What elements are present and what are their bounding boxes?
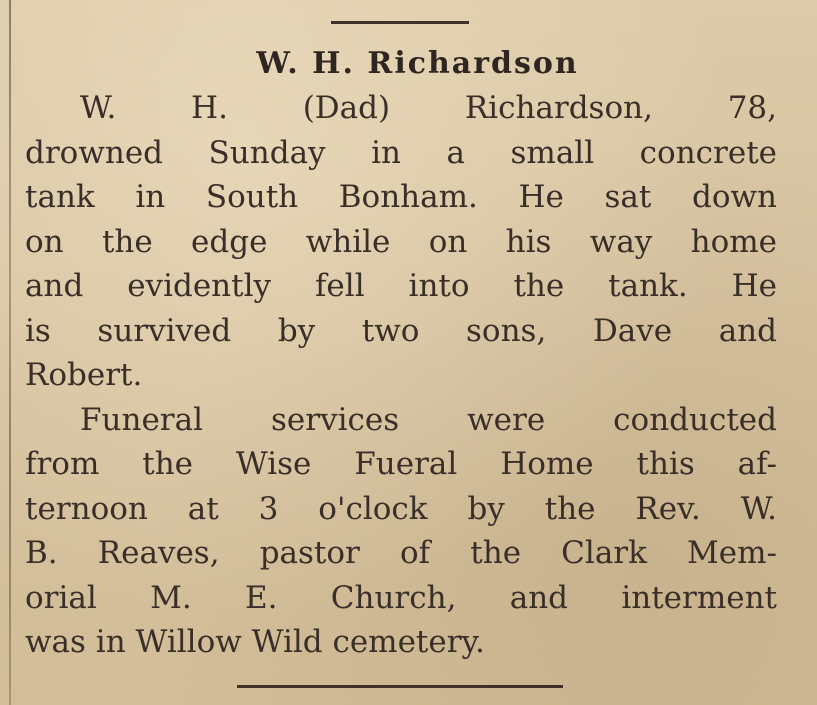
paragraph-2-line-5: orial M. E. Church, and interment bbox=[25, 580, 777, 616]
article-headline: W. H. Richardson bbox=[256, 46, 579, 81]
bottom-divider-rule bbox=[237, 685, 563, 688]
paragraph-1-line-3: tank in South Bonham. He sat down bbox=[25, 179, 777, 215]
paragraph-1-line-7: Robert. bbox=[25, 357, 143, 393]
paragraph-2-line-4: B. Reaves, pastor of the Clark Mem- bbox=[25, 535, 777, 571]
top-divider-rule bbox=[331, 21, 469, 24]
paragraph-1-line-1: W. H. (Dad) Richardson, 78, bbox=[80, 90, 777, 126]
paragraph-2-line-1: Funeral services were conducted bbox=[80, 402, 777, 438]
paragraph-2-line-3: ternoon at 3 o'clock by the Rev. W. bbox=[25, 491, 777, 527]
paragraph-1-line-6: is survived by two sons, Dave and bbox=[25, 313, 777, 349]
paragraph-1-line-2: drowned Sunday in a small concrete bbox=[25, 135, 777, 171]
paragraph-1-line-5: and evidently fell into the tank. He bbox=[25, 268, 777, 304]
paragraph-1-line-4: on the edge while on his way home bbox=[25, 224, 777, 260]
column-rule bbox=[9, 0, 11, 705]
paragraph-2-line-6: was in Willow Wild cemetery. bbox=[25, 624, 485, 660]
paragraph-2-line-2: from the Wise Fueral Home this af- bbox=[25, 446, 777, 482]
